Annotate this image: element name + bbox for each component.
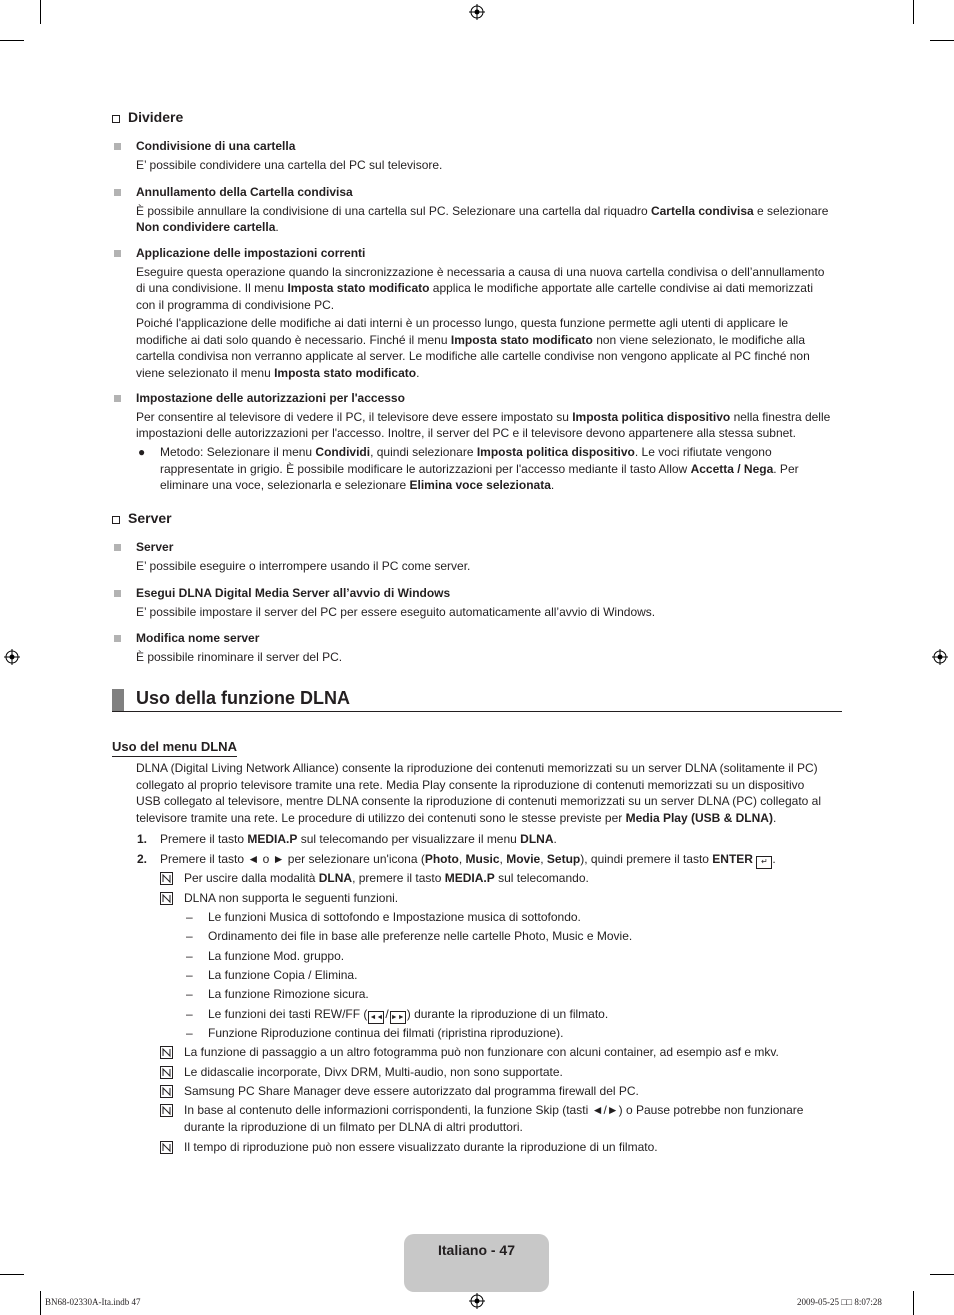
note-icon — [160, 1085, 173, 1098]
unsupported-item: La funzione Rimozione sicura. — [208, 987, 369, 1001]
note-icon — [160, 1066, 173, 1079]
crop-mark — [913, 0, 914, 24]
step-number: 2. — [137, 852, 148, 866]
section-bar-icon — [112, 689, 124, 711]
file-info: BN68-02330A-Ita.indb 47 — [45, 1297, 141, 1307]
dash: – — [186, 987, 193, 1001]
server-heading: Server — [112, 510, 172, 526]
note-exit-dlna: Per uscire dalla modalità DLNA, premere il tasto MEDIA.P sul telecomando. — [184, 871, 589, 885]
note-firewall: Samsung PC Share Manager deve essere autorizzato dal programma firewall del PC. — [184, 1084, 639, 1098]
checkbox-square-icon — [112, 516, 120, 524]
dash: – — [186, 1007, 193, 1021]
registration-mark-icon — [469, 1293, 485, 1309]
bullet-square-icon — [114, 189, 121, 196]
note-skip-pause: In base al contenuto delle informazioni corrispondenti, la funzione Skip (tasti ◄/►) o Pause potrebbe non funzionare durante la riproduzione di un filmato per DLNA di altri produttori. — [184, 1103, 804, 1134]
item-condivisione: Condivisione di una cartella E’ possibile condividere una cartella del PC sul televisore. — [136, 139, 443, 172]
dash: – — [186, 968, 193, 982]
bullet-dot-icon: ● — [138, 445, 146, 459]
crop-mark — [0, 40, 24, 41]
item-annullamento: Annullamento della Cartella condivisa È possibile annullare la condivisione di una cartella sul PC. Selezionare una cartella dal riquadro Cartella condivisa e selezionare Non condividere cartella. — [136, 185, 829, 234]
rewind-icon: ◄◄ — [368, 1011, 384, 1024]
note-icon — [160, 892, 173, 905]
crop-mark — [40, 0, 41, 24]
fast-forward-icon: ►► — [390, 1011, 406, 1024]
dash: – — [186, 929, 193, 943]
step-2: Premere il tasto ◄ o ► per selezionare un'icona (Photo, Music, Movie, Setup), quindi premere il tasto ENTER ↵ . — [160, 851, 776, 869]
note-icon — [160, 1104, 173, 1117]
unsupported-item: La funzione Mod. gruppo. — [208, 949, 345, 963]
section-rule — [112, 711, 842, 712]
note-playtime: Il tempo di riproduzione può non essere visualizzato durante la riproduzione di un filmato. — [184, 1140, 658, 1154]
dividere-heading: Dividere — [112, 109, 183, 125]
dash: – — [186, 910, 193, 924]
registration-mark-icon — [932, 649, 948, 665]
note-subtitles: Le didascalie incorporate, Divx DRM, Multi-audio, non sono supportate. — [184, 1065, 563, 1079]
checkbox-square-icon — [112, 115, 120, 123]
unsupported-item: Ordinamento dei file in base alle preferenze nelle cartelle Photo, Music e Movie. — [208, 929, 633, 943]
registration-mark-icon — [469, 4, 485, 20]
enter-key-icon: ↵ — [756, 856, 772, 869]
note-unsupported: DLNA non supporta le seguenti funzioni. — [184, 891, 399, 905]
bullet-square-icon — [114, 143, 121, 150]
dlna-intro: DLNA (Digital Living Network Alliance) consente la riproduzione dei contenuti memorizzati su un server DLNA (solitamente il PC) collegato al proprio televisore tramite una rete. Media Play consente la riproduzione di contenuti memorizzati su un dispositivo USB collegato al televisore, mentre DLNA consente la riproduzione di contenuti memorizzati su un server DLNA (PC) collegato al televisore tramite una rete. Le procedure di utilizzo dei contenuti sono le stesse previste per Media Play (USB & DLNA). — [136, 761, 821, 825]
print-date: 2009-05-25 □□ 8:07:28 — [797, 1297, 882, 1307]
item-autorizzazioni: Impostazione delle autorizzazioni per l'accesso Per consentire al televisore di vedere il PC, il televisore deve essere impostato su Imposta politica dispositivo nella finestra delle impostazioni delle autorizzazioni per l'accesso. Inoltre, il server del PC e il televisore devono appartenere alla stessa subnet. — [136, 391, 831, 440]
note-icon — [160, 1141, 173, 1154]
unsupported-item: Le funzioni dei tasti REW/FF ( ◄◄ / ►► ) durante la riproduzione di un filmato. — [208, 1006, 608, 1024]
dash: – — [186, 949, 193, 963]
note-frame-skip: La funzione di passaggio a un altro fotogramma può non funzionare con alcuni container, ad esempio asf e mkv. — [184, 1045, 779, 1059]
section-title: Uso della funzione DLNA — [136, 688, 351, 708]
item-esegui-dlna: Esegui DLNA Digital Media Server all’avvio di Windows E’ possibile impostare il server del PC per essere eseguito automaticamente all’avvio di Windows. — [136, 586, 656, 619]
bullet-square-icon — [114, 544, 121, 551]
bullet-square-icon — [114, 250, 121, 257]
unsupported-item: Le funzioni Musica di sottofondo e Impostazione musica di sottofondo. — [208, 910, 581, 924]
unsupported-item: Funzione Riproduzione continua dei filmati (ripristina riproduzione). — [208, 1026, 564, 1040]
step-number: 1. — [137, 832, 148, 846]
crop-mark — [930, 40, 954, 41]
page-number-tab: Italiano - 47 — [404, 1234, 549, 1292]
crop-mark — [40, 1291, 41, 1315]
registration-mark-icon — [4, 649, 20, 665]
item-metodo: Metodo: Selezionare il menu Condividi, quindi selezionare Imposta politica dispositivo. Le voci rifiutate vengono rappresentate in grigio. È possibile modificare le autorizzazioni per l'accesso mediante il tasto Allow Accetta / Nega. Per eliminare una voce, selezionarla e selezionare Elimina voce selezionata. — [160, 445, 799, 492]
crop-mark — [930, 1274, 954, 1275]
bullet-square-icon — [114, 590, 121, 597]
item-modifica-nome: Modifica nome server È possibile rinominare il server del PC. — [136, 631, 343, 664]
bullet-square-icon — [114, 395, 121, 402]
crop-mark — [0, 1274, 24, 1275]
item-server: Server E’ possibile eseguire o interrompere usando il PC come server. — [136, 540, 471, 573]
item-applicazione: Applicazione delle impostazioni correnti Eseguire questa operazione quando la sincronizzazione è necessaria a causa di una nuova cartella condivisa o dell’annullamento di una condivisione. Il menu Imposta stato modificato applica le modifiche apportate alle cartelle condivise ai dati memorizzati con il programma di condivisione PC. Poiché l'applicazione delle modifiche ai dati interni è un processo lungo, questa funzione permette agli utenti di applicare le modifiche ai dati solo quando è necessario. Finché il menu Imposta stato modificato non viene selezionato, le modifiche alla cartella condivisa non verranno applicate al server. Le modifiche alle cartelle condivise non vengono applicate al PC finché non viene selezionato il menu Imposta stato modificato. — [136, 246, 825, 380]
crop-mark — [913, 1291, 914, 1315]
subheading: Uso del menu DLNA — [112, 739, 237, 757]
step-1: Premere il tasto MEDIA.P sul telecomando per visualizzare il menu DLNA. — [160, 832, 557, 846]
dash: – — [186, 1026, 193, 1040]
unsupported-item: La funzione Copia / Elimina. — [208, 968, 358, 982]
note-icon — [160, 872, 173, 885]
note-icon — [160, 1046, 173, 1059]
bullet-square-icon — [114, 635, 121, 642]
